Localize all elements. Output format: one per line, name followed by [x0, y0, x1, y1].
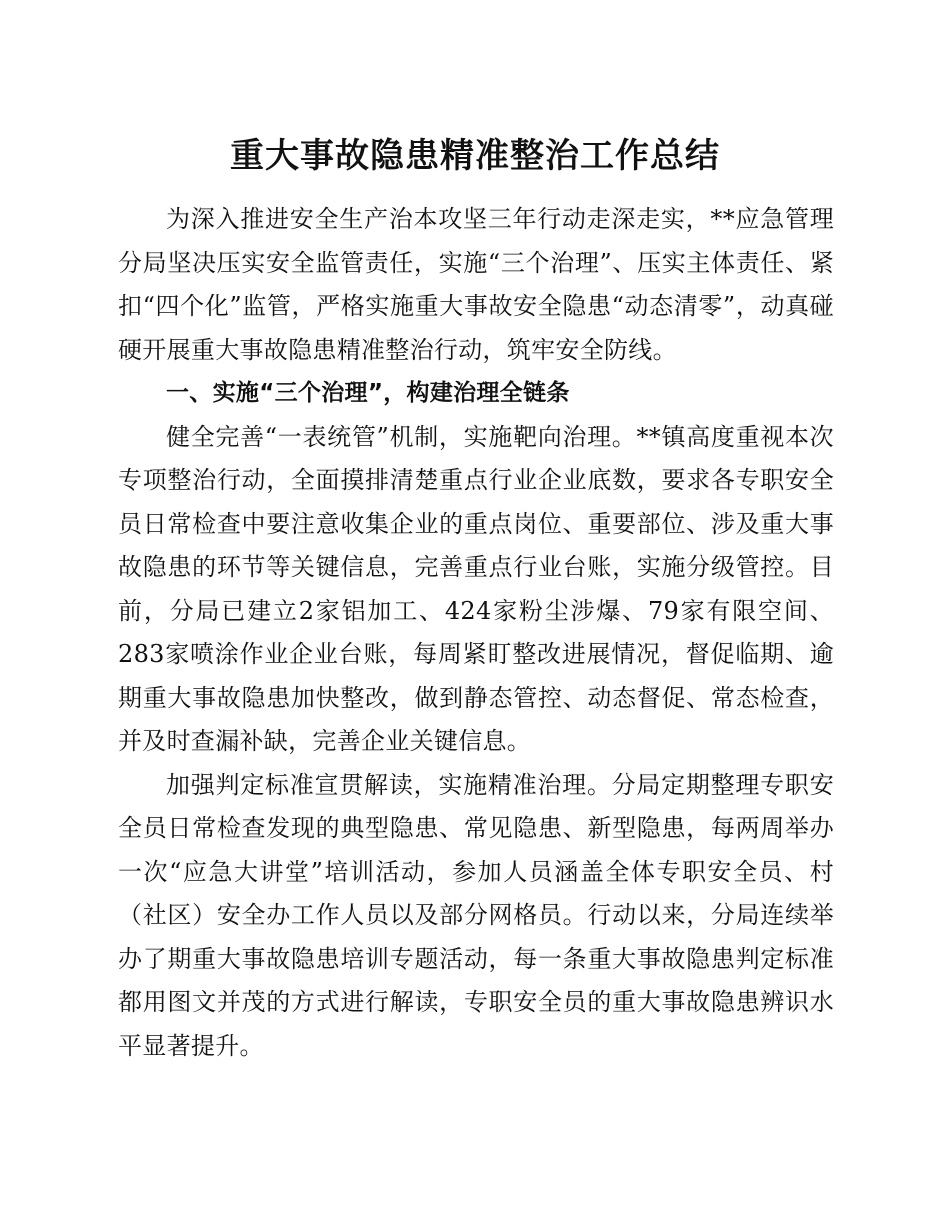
section-heading: 一、实施“三个治理”，构建治理全链条: [166, 380, 570, 406]
body-paragraph-1: 健全完善“一表统管”机制，实施靶向治理。**镇高度重视本次专项整治行动，全面摸排清楚重点行业企业底数，要求各专职安全员日常检查中要注意收集企业的重点岗位、重要部位、涉及重大事故隐患的环节等关键信息，完善重点行业台账，实施分级管控。目前，分局已建立2家铝加工、424家粉尘涉爆、79家有限空间、283家喷涂作业企业台账，每周紧盯整改进展情况，督促临期、逾期重大事故隐患加快整改，做到静态管控、动态督促、常态检查，并及时查漏补缺，完善企业关键信息。: [118, 422, 834, 755]
document-body: [118, 198, 834, 1068]
document-title: 重大事故隐患精准整治工作总结: [230, 136, 720, 176]
body-paragraph-2: 加强判定标准宣贯解读，实施精准治理。分局定期整理专职安全员日常检查发现的典型隐患、常见隐患、新型隐患，每两周举办一次“应急大讲堂”培训活动，参加人员涵盖全体专职安全员、村（社区）安全办工作人员以及部分网格员。行动以来，分局连续举办了期重大事故隐患培训专题活动，每一条重大事故隐患判定标准都用图文并茂的方式进行解读，专职安全员的重大事故隐患辨识水平显著提升。: [118, 770, 834, 1060]
intro-paragraph: 为深入推进安全生产治本攻坚三年行动走深走实，**应急管理分局坚决压实安全监管责任，实施“三个治理”、压实主体责任、紧扣“四个化”监管，严格实施重大事故安全隐患“动态清零”，动真碰硬开展重大事故隐患精准整治行动，筑牢安全防线。: [118, 205, 834, 364]
